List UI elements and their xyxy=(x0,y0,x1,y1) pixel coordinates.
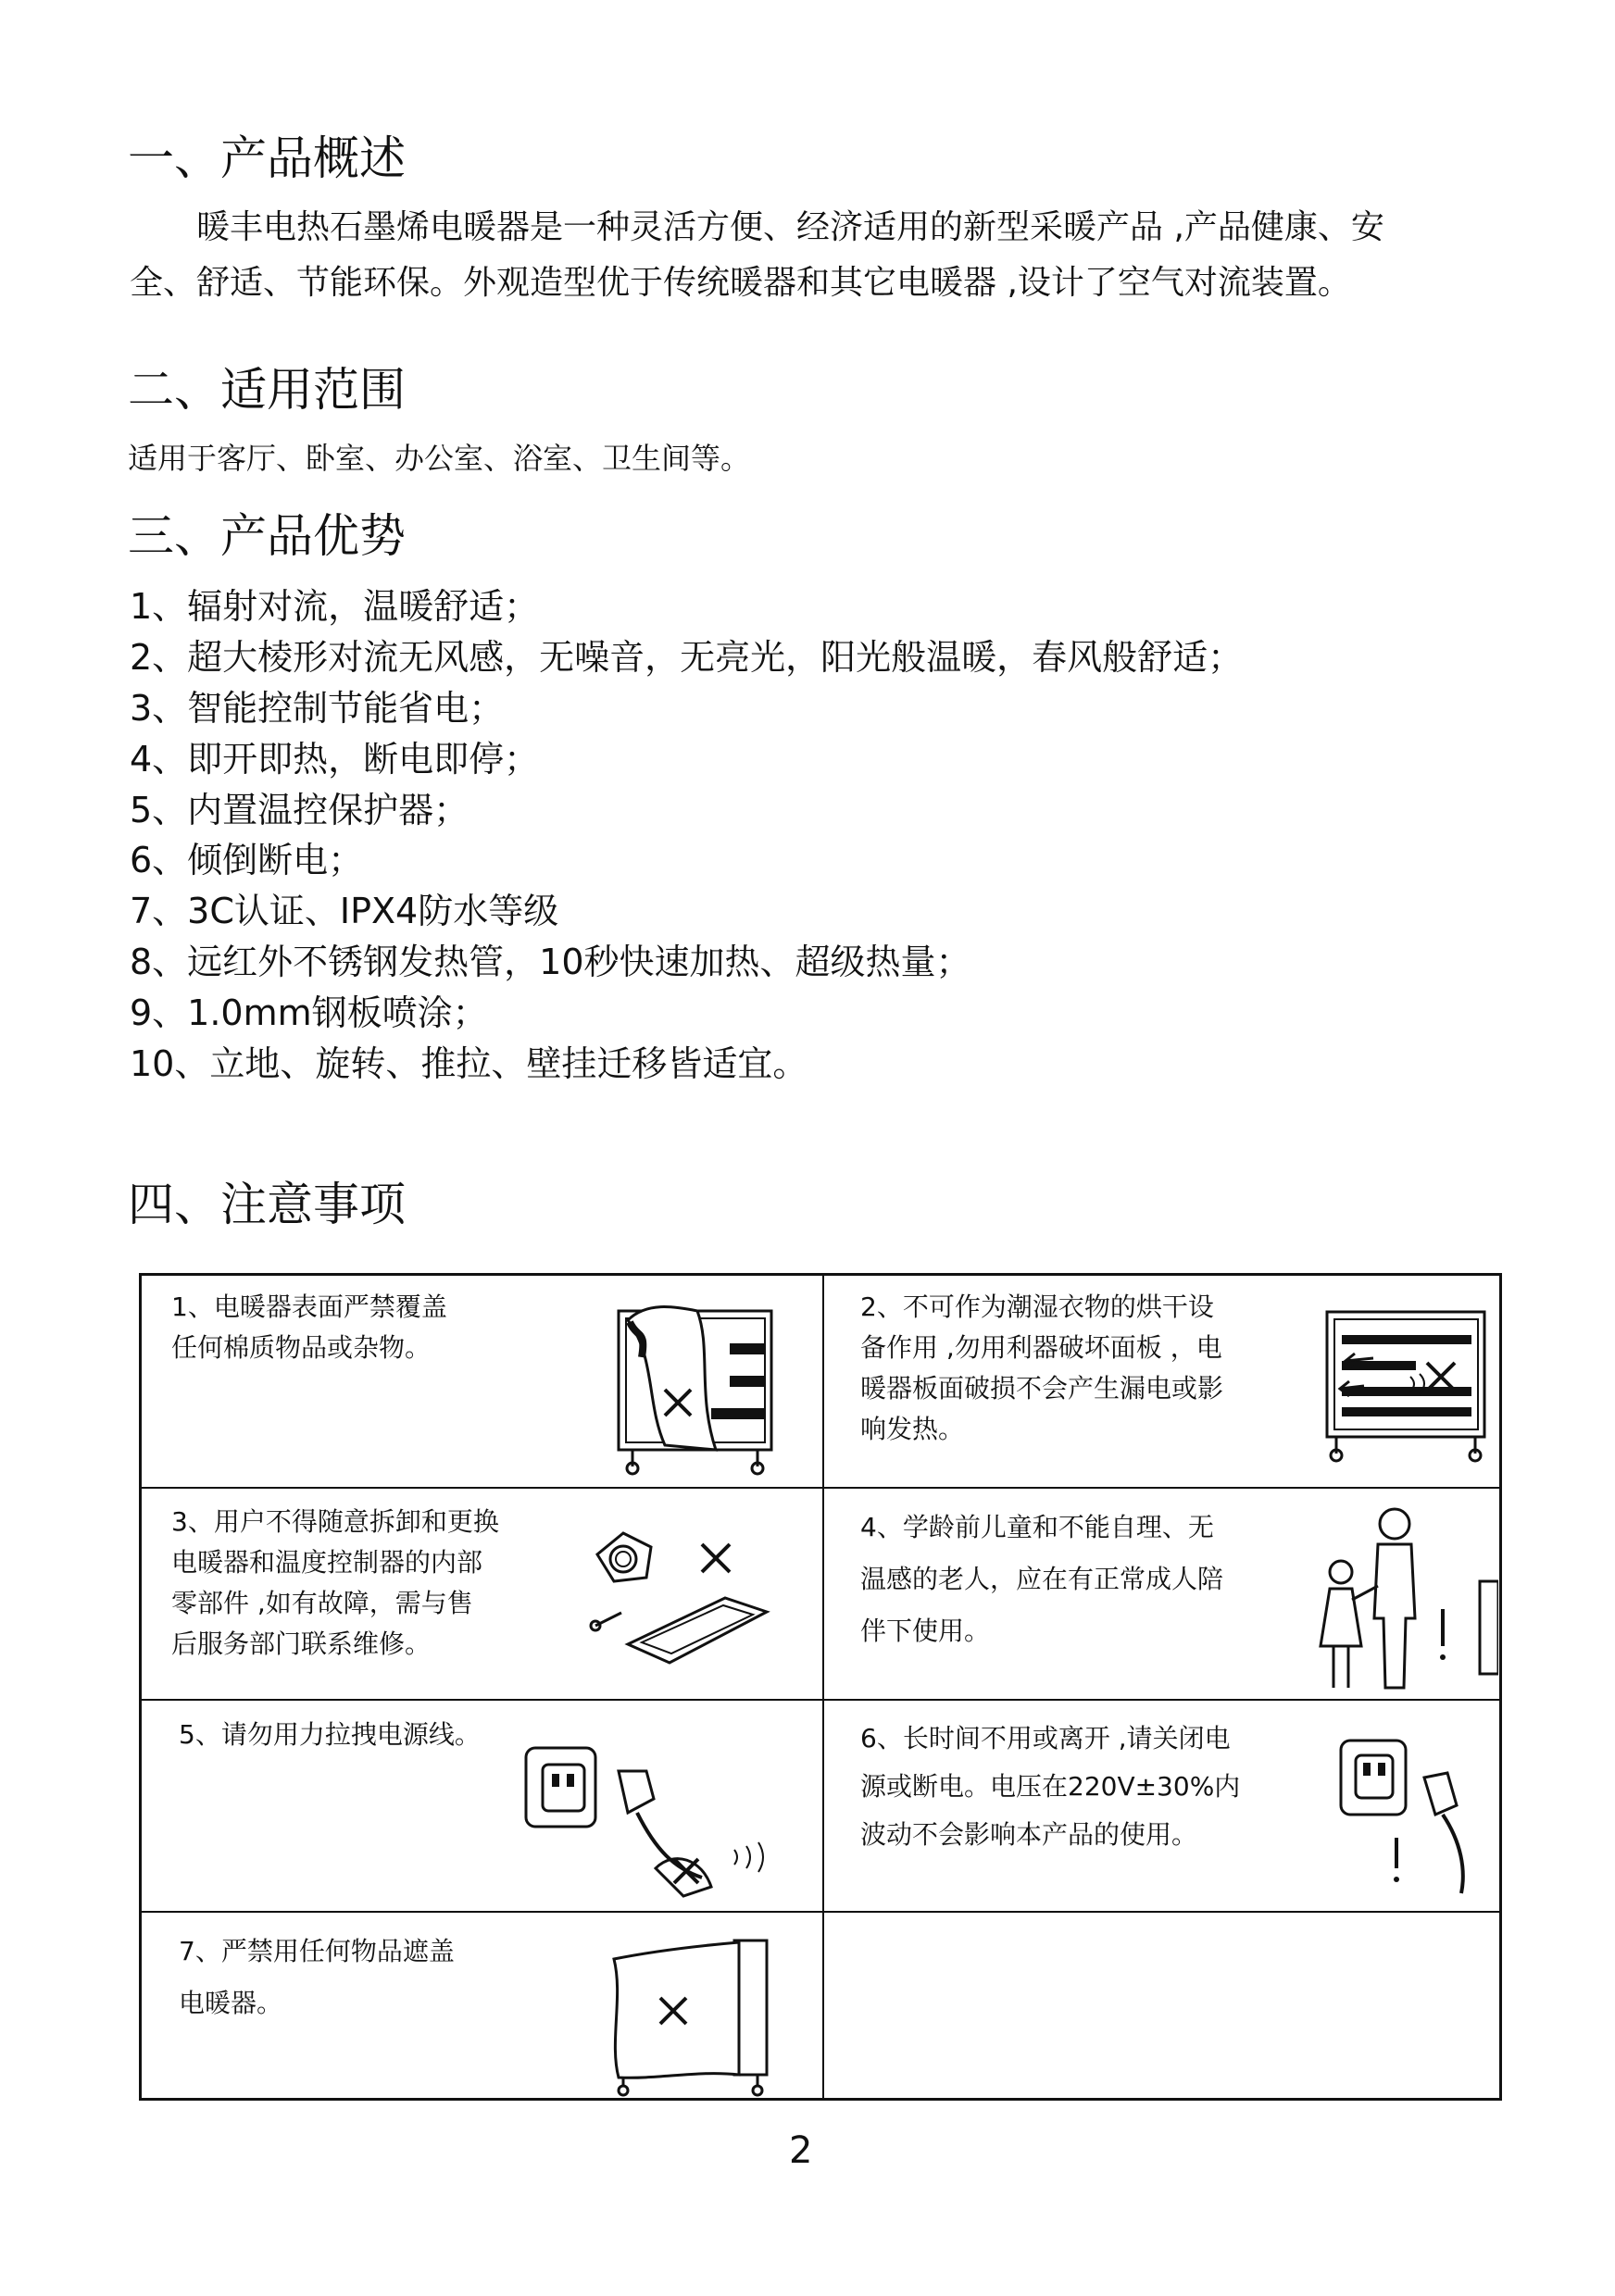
heater-covered-cloth-icon xyxy=(609,1292,781,1478)
note-line: 3、用户不得随意拆卸和更换 xyxy=(171,1506,499,1537)
note-line: 波动不会影响本产品的使用。 xyxy=(860,1819,1198,1850)
advantage-item: 2、超大棱形对流无风感，无噪音，无亮光，阳光般温暖，春风般舒适； xyxy=(130,637,1244,678)
advantage-item: 10、立地、旋转、推拉、壁挂迁移皆适宜。 xyxy=(130,1043,808,1084)
advantage-item: 6、倾倒断电； xyxy=(130,840,364,880)
section-title-notes: 四、注意事项 xyxy=(128,1178,406,1231)
note-line: 2、不可作为潮湿衣物的烘干设 xyxy=(860,1292,1214,1322)
section-title-overview: 一、产品概述 xyxy=(128,131,406,185)
heater-fully-covered-icon xyxy=(605,1931,781,2098)
note-cell-7-text xyxy=(179,1926,455,2029)
note-line: 备作用 ,勿用利器破坏面板 ，电 xyxy=(860,1332,1222,1363)
advantage-item: 1、辐射对流，温暖舒适； xyxy=(130,586,540,627)
note-line: 暖器板面破损不会产生漏电或影 xyxy=(860,1373,1224,1404)
advantage-item: 3、智能控制节能省电； xyxy=(130,688,505,729)
note-line: 后服务部门联系维修。 xyxy=(171,1628,432,1659)
advantage-item: 4、即开即热，断电即停； xyxy=(130,739,540,780)
note-line: 7、严禁用任何物品遮盖 xyxy=(179,1936,455,1966)
overview-paragraph xyxy=(130,200,1500,311)
note-line: 任何棉质物品或杂物。 xyxy=(171,1332,432,1363)
note-cell-5-text xyxy=(179,1715,481,1755)
note-line: 电暖器。 xyxy=(179,1988,283,2018)
note-line: 响发热。 xyxy=(860,1414,965,1444)
advantage-item: 8、远红外不锈钢发热管，10秒快速加热、超级热量； xyxy=(130,942,971,982)
note-cell-3-text xyxy=(171,1502,499,1665)
section-title-advantages: 三、产品优势 xyxy=(128,509,406,563)
overview-line-1: 暖丰电热石墨烯电暖器是一种灵活方便、经济适用的新型采暖产品 ,产品健康、安 xyxy=(196,208,1384,246)
note-line: 温感的老人，应在有正常成人陪 xyxy=(860,1564,1224,1594)
note-line: 伴下使用。 xyxy=(860,1616,991,1646)
note-cell-1-text xyxy=(171,1287,447,1368)
notes-table xyxy=(139,1273,1502,2101)
note-cell-2-text xyxy=(860,1287,1223,1450)
note-cell-6-text xyxy=(860,1715,1240,1859)
advantage-item: 9、1.0mm钢板喷涂； xyxy=(130,992,488,1033)
note-line: 5、请勿用力拉拽电源线。 xyxy=(179,1719,481,1750)
note-line: 4、学龄前儿童和不能自理、无 xyxy=(860,1512,1214,1542)
table-divider xyxy=(142,1911,1499,1913)
adult-child-supervision-icon xyxy=(1304,1498,1498,1694)
overview-line-2: 全、舒适、节能环保。外观造型优于传统暖器和其它电暖器 ,设计了空气对流装置。 xyxy=(130,264,1351,302)
note-line: 电暖器和温度控制器的内部 xyxy=(171,1547,483,1578)
unplug-power-icon xyxy=(1332,1731,1498,1898)
section-title-scope: 二、适用范围 xyxy=(128,363,406,417)
advantage-item: 5、内置温控保护器； xyxy=(130,790,469,830)
note-line: 源或断电。电压在220V±30%内 xyxy=(860,1771,1241,1802)
note-line: 1、电暖器表面严禁覆盖 xyxy=(171,1292,447,1322)
page-number: 2 xyxy=(789,2129,813,2172)
note-line: 6、长时间不用或离开 ,请关闭电 xyxy=(860,1723,1231,1753)
scope-text: 适用于客厅、卧室、办公室、浴室、卫生间等。 xyxy=(128,441,751,476)
disassembly-parts-icon xyxy=(586,1524,790,1672)
heater-scratch-damage-icon xyxy=(1318,1298,1494,1474)
table-divider xyxy=(142,1699,1499,1701)
pull-cord-warning-icon xyxy=(517,1720,785,1905)
table-divider xyxy=(142,1487,1499,1489)
note-cell-4-text xyxy=(860,1502,1223,1657)
table-divider-vertical xyxy=(822,1276,824,2098)
note-line: 零部件 ,如有故障，需与售 xyxy=(171,1588,473,1618)
advantage-item: 7、3C认证、IPX4防水等级 xyxy=(130,891,559,931)
